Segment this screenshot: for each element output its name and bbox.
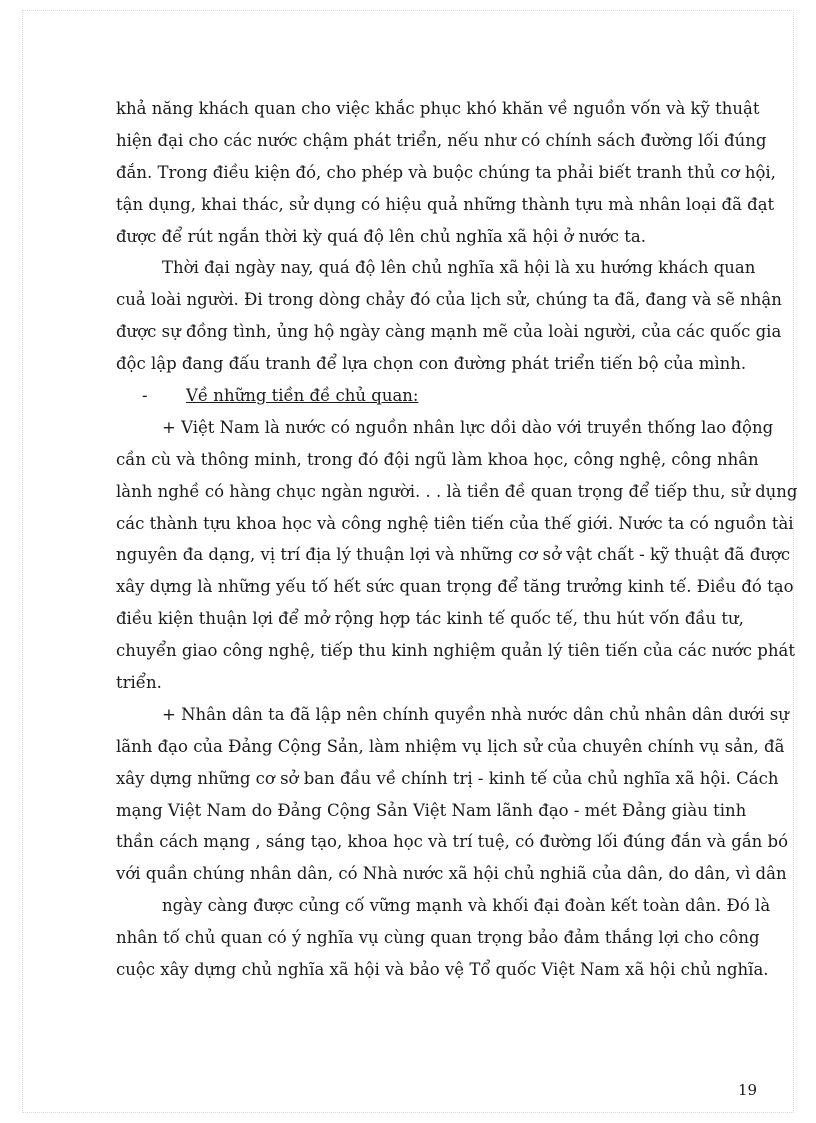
text-line: được để rút ngắn thời kỳ quá độ lên chủ nghĩa xã hội ở nước ta. — [116, 226, 647, 246]
text-line: cuộc xây dựng chủ nghĩa xã hội và bảo vệ Tổ quốc Việt Nam xã hội chủ nghĩa. — [116, 960, 769, 980]
text-line: được sự đồng tình, ủng hộ ngày càng mạnh mẽ của loài người, của các quốc gia — [116, 322, 782, 342]
text-line: + Nhân dân ta đã lập nên chính quyền nhà nước dân chủ nhân dân dưới sự — [162, 704, 789, 724]
paragraph — [116, 699, 789, 890]
text-line: hiện đại cho các nước chậm phát triển, nếu như có chính sách đường lối đúng — [116, 130, 767, 150]
text-line: chuyển giao công nghệ, tiếp thu kinh nghiệm quản lý tiên tiến của các nước phát — [116, 641, 795, 661]
text-line: triển. — [116, 673, 162, 693]
text-line: lãnh đạo của Đảng Cộng Sản, làm nhiệm vụ lịch sử của chuyên chính vụ sản, đã — [116, 736, 785, 756]
text-line: xây dựng những cơ sở ban đầu về chính trị - kinh tế của chủ nghĩa xã hội. Cách — [116, 768, 779, 788]
text-line: độc lập đang đấu tranh để lựa chọn con đường phát triển tiến bộ của mình. — [116, 354, 747, 374]
text-line: Thời đại ngày nay, quá độ lên chủ nghĩa xã hội là xu hướng khách quan — [162, 258, 756, 278]
document-body — [116, 93, 798, 986]
heading-text: Về những tiền đề chủ quan: — [186, 386, 419, 406]
text-line: nguyên đa dạng, vị trí địa lý thuận lợi và những cơ sở vật chất - kỹ thuật đã được — [116, 545, 791, 565]
text-line: xây dựng là những yếu tố hết sức quan trọng để tăng trưởng kinh tế. Điều đó tạo — [116, 577, 794, 597]
text-line: cuả loài người. Đi trong dòng chảy đó của lịch sử, chúng ta đã, đang và sẽ nhận — [116, 290, 782, 310]
text-line: khả năng khách quan cho việc khắc phục khó khăn về nguồn vốn và kỹ thuật — [116, 99, 760, 118]
text-line: ngày càng được củng cố vững mạnh và khối đại đoàn kết toàn dân. Đó là — [162, 896, 771, 916]
text-line: nhân tố chủ quan có ý nghĩa vụ cùng quan trọng bảo đảm thắng lợi cho công — [116, 928, 760, 948]
paragraph — [116, 412, 798, 699]
text-line: với quần chúng nhân dân, có Nhà nước xã hội chủ nghiã của dân, do dân, vì dân — [116, 864, 787, 884]
paragraph — [116, 93, 776, 252]
section-heading — [116, 380, 738, 412]
text-line: thần cách mạng , sáng tạo, khoa học và trí tuệ, có đường lối đúng đắn và gắn bó — [116, 832, 789, 852]
text-line: điều kiện thuận lợi để mở rộng hợp tác kinh tế quốc tế, thu hút vốn đầu tư, — [116, 609, 744, 629]
text-line: cần cù và thông minh, trong đó đội ngũ làm khoa học, công nghệ, công nhân — [116, 449, 759, 469]
text-line: lành nghề có hàng chục ngàn người. . . là tiền đề quan trọng để tiếp thu, sử dụng — [116, 481, 798, 501]
paragraph — [116, 252, 782, 380]
text-line: mạng Việt Nam do Đảng Cộng Sản Việt Nam lãnh đạo - mét Đảng giàu tinh — [116, 800, 747, 820]
text-line: + Việt Nam là nước có nguồn nhân lực dồi dào với truyền thống lao động — [162, 417, 774, 437]
page-number: 19 — [738, 1081, 758, 1099]
text-line: tận dụng, khai thác, sử dụng có hiệu quả những thành tựu mà nhân loại đã đạt — [116, 194, 775, 214]
list-dash: - — [142, 386, 148, 406]
text-line: đắn. Trong điều kiện đó, cho phép và buộc chúng ta phải biết tranh thủ cơ hội, — [116, 162, 776, 182]
paragraph — [116, 890, 771, 986]
text-line: các thành tựu khoa học và công nghệ tiên tiến của thế giới. Nước ta có nguồn tài — [116, 513, 794, 533]
